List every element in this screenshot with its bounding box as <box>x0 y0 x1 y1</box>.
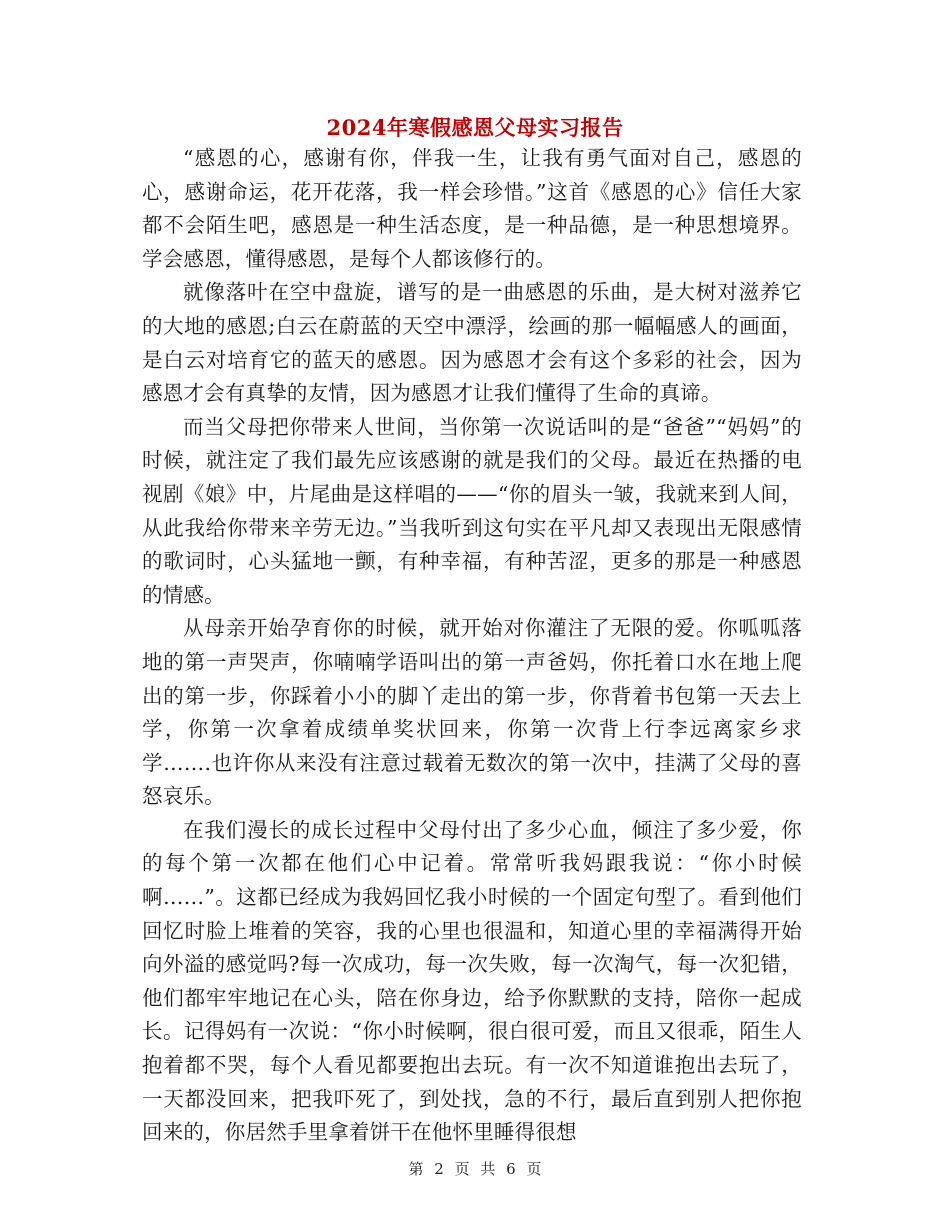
paragraph-2: 就像落叶在空中盘旋，谱写的是一曲感恩的乐曲，是大树对滋养它的大地的感恩;白云在蔚蓝的天空中漂浮，绘画的那一幅幅感人的画面，是白云对培育它的蓝天的感恩。因为感恩才会有这个多彩的社会，因为感恩才会有真挚的友情，因为感恩才让我们懂得了生命的真谛。 <box>142 280 802 406</box>
paragraph-3: 而当父母把你带来人世间，当你第一次说话叫的是“爸爸”“妈妈”的时候，就注定了我们最先应该感谢的就是我们的父母。最近在热播的电视剧《娘》中，片尾曲是这样唱的——“你的眉头一皱，我就来到人间，从此我给你带来辛劳无边。”当我听到这句实在平凡却又表现出无限感情的歌词时，心头猛地一颤，有种幸福，有种苦涩，更多的那是一种感恩的情感。 <box>142 414 802 607</box>
paragraph-4: 从母亲开始孕育你的时候，就开始对你灌注了无限的爱。你呱呱落地的第一声哭声，你喃喃学语叫出的第一声爸妈，你托着口水在地上爬出的第一步，你踩着小小的脚丫走出的第一步，你背着书包第一天去上学，你第一次拿着成绩单奖状回来，你第一次背上行李远离家乡求学…….也许你从来没有注意过载着无数次的第一次中，挂满了父母的喜怒哀乐。 <box>142 616 802 809</box>
paragraph-1: “感恩的心，感谢有你，伴我一生，让我有勇气面对自己，感恩的心，感谢命运，花开花落，我一样会珍惜。”这首《感恩的心》信任大家都不会陌生吧，感恩是一种生活态度，是一种品德，是一种思想境界。学会感恩，懂得感恩，是每个人都该修行的。 <box>142 146 802 271</box>
paragraph-5: 在我们漫长的成长过程中父母付出了多少心血，倾注了多少爱，你的每个第一次都在他们心中记着。常常听我妈跟我说：“你小时候啊……”。这都已经成为我妈回忆我小时候的一个固定句型了。看到他们回忆时脸上堆着的笑容，我的心里也很温和，知道心里的幸福满得开始向外溢的感觉吗?每一次成功，每一次失败，每一次淘气，每一次犯错，他们都牢牢地记在心头，陪在你身边，给予你默默的支持，陪你一起成长。记得妈有一次说：“你小时候啊，很白很可爱，而且又很乖，陌生人抱着都不哭，每个人看见都要抱出去玩。有一次不知道谁抱出去玩了，一天都没回来，把我吓死了，到处找，急的不行，最后直到别人把你抱回来的，你居然手里拿着饼干在他怀里睡得很想 <box>142 817 802 1145</box>
document-body <box>142 142 802 1150</box>
document-title: 2024年寒假感恩父母实习报告 <box>326 115 624 140</box>
page-number-footer: 第 2 页 共 6 页 <box>408 1160 542 1178</box>
